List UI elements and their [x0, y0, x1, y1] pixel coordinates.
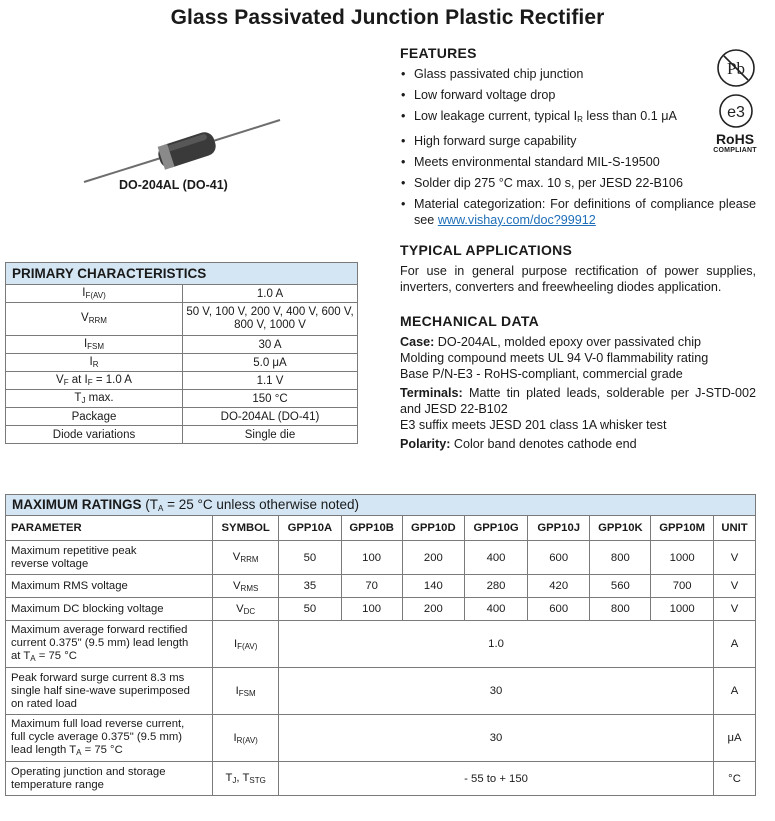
pb-text: Pb [727, 59, 745, 78]
ratings-heading: MAXIMUM RATINGS ($T_A = 25$ °C unless otherwise noted) [6, 495, 756, 516]
table-row: $I_{F(AV)}$ 1.0 A [6, 285, 358, 303]
table-row: $I_{FSM}$ 30 A [6, 336, 358, 354]
applications-heading: TYPICAL APPLICATIONS [400, 242, 573, 258]
right-column [400, 45, 756, 455]
table-row: Maximum repetitive peak reverse voltage $V_{RRM}$ 50 100 200 400 600 800 1000 V [6, 541, 756, 575]
table-row: Package DO-204AL (DO-41) [6, 408, 358, 426]
feature-item: • Material categorization: For definitions of compliance please see www.vishay.com/doc?99912 [400, 196, 756, 228]
package-label: DO-204AL (DO-41) [119, 178, 228, 192]
features-heading: FEATURES [400, 45, 477, 61]
mechanical-case: Case: DO-204AL, molded epoxy over passivated chip Molding compound meets UL 94 V-0 flammability rating Base P/N-E3 - RoHS-compliant, commercial grade [400, 335, 709, 381]
table-row: Operating junction and storage temperature range $T_J$, $T_{STG}$ - 55 to + 150 °C [6, 762, 756, 796]
feature-item: • High forward surge capability [400, 133, 700, 149]
table-row: $V_F$ at $I_F = 1.0$ A 1.1 V [6, 372, 358, 390]
features-list [400, 66, 756, 228]
mechanical-terminals: Terminals: Matte tin plated leads, solderable per J-STD-002 and JESD 22-B102 E3 suffix meets JESD 201 class 1A whisker test [400, 386, 756, 432]
table-row: Maximum average forward rectified current 0.375" (9.5 mm) lead length at $T_A = 75$ °C $I_{F(AV)}$ 1.0 A [6, 621, 756, 668]
table-row: $I_R$ 5.0 μA [6, 354, 358, 372]
feature-item: • Solder dip 275 °C max. 10 s, per JESD 22-B106 [400, 175, 756, 191]
applications-text: For use in general purpose rectification of power supplies, inverters, converters and freewheeling diodes application. [400, 264, 756, 294]
e3-text: e3 [727, 104, 745, 121]
mechanical-heading: MECHANICAL DATA [400, 313, 540, 329]
table-row: $T_J$ max. 150 °C [6, 390, 358, 408]
ratings-header-row: PARAMETER SYMBOL GPP10A GPP10B GPP10D GPP10G GPP10J GPP10K GPP10M UNIT [6, 516, 756, 541]
rohs-compliant-text: COMPLIANT [713, 147, 757, 154]
table-row: Peak forward surge current 8.3 ms single half sine-wave superimposed on rated load $I_{FSM}$ 30 A [6, 668, 756, 715]
feature-item: • Low forward voltage drop [400, 87, 700, 103]
feature-item: • Meets environmental standard MIL-S-19500 [400, 154, 700, 170]
table-row: Maximum DC blocking voltage $V_{DC}$ 50 100 200 400 600 800 1000 V [6, 598, 756, 621]
table-row: $V_{RRM}$ 50 V, 100 V, 200 V, 400 V, 600 V, 800 V, 1000 V [6, 303, 358, 336]
table-row: Maximum RMS voltage $V_{RMS}$ 35 70 140 280 420 560 700 V [6, 575, 756, 598]
compliance-link[interactable]: www.vishay.com/doc?99912 [437, 213, 596, 227]
primary-heading: PRIMARY CHARACTERISTICS [6, 263, 358, 285]
rohs-text: RoHS [715, 131, 755, 147]
maximum-ratings-table [5, 494, 756, 796]
page-title: Glass Passivated Junction Plastic Rectifier [170, 6, 605, 29]
table-row: Maximum full load reverse current, full cycle average 0.375" (9.5 mm) lead length $T_A = 75$ °C $I_{R(AV)}$ 30 μA [6, 715, 756, 762]
table-row: Diode variations Single die [6, 426, 358, 444]
feature-item: • Low leakage current, typical $I_R$ less than 0.1 μA [400, 108, 700, 128]
primary-characteristics-table [5, 262, 358, 444]
mechanical-polarity: Polarity: Color band denotes cathode end [400, 437, 637, 451]
feature-item: • Glass passivated chip junction [400, 66, 700, 82]
